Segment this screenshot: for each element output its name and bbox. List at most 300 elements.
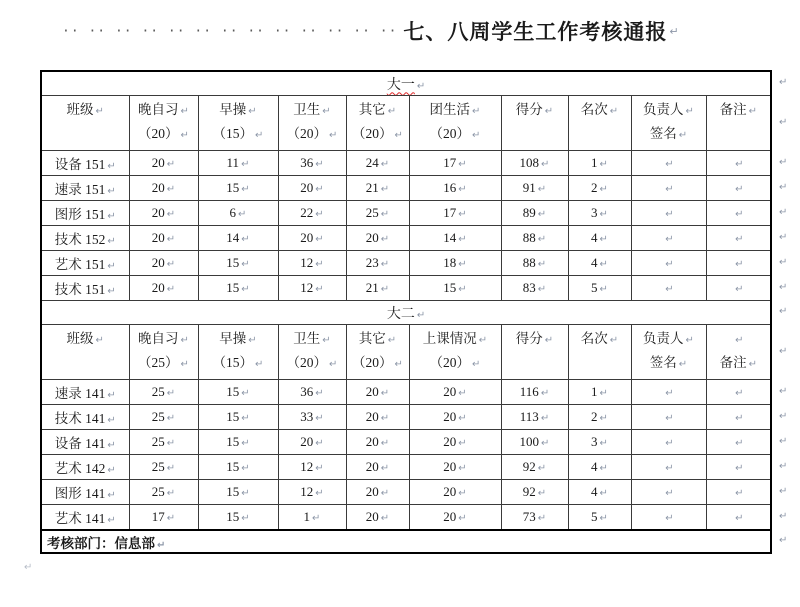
row-end-mark-icon: ↵ [779,511,788,522]
column-header-cell [278,96,346,151]
value-cell: 20 ↵ [409,430,501,455]
value-cell: 17 ↵ [129,505,198,531]
cell-end-mark-icon: ↵ [458,513,467,524]
cell-end-mark-icon: ↵ [180,335,189,346]
value-cell: 20 ↵ [346,505,409,531]
value-cell: 12 ↵ [278,251,346,276]
value-cell: 36 ↵ [278,380,346,405]
cell-end-mark-icon: ↵ [166,209,176,220]
cell-end-mark-icon: ↵ [665,184,674,195]
row-end-mark-icon: ↵ [779,231,788,243]
value-cell [631,201,706,226]
cell-end-mark-icon: ↵ [329,359,338,370]
header-line1: 班级 ↵ [66,102,104,117]
column-header-cell [706,96,771,151]
value-cell: 15 ↵ [198,430,278,455]
value-cell: 15 ↵ [198,505,278,531]
cell-end-mark-icon: ↵ [322,106,331,117]
table-row [41,405,771,430]
cell-end-mark-icon: ↵ [599,234,608,245]
value-cell: 21 ↵ [346,176,409,201]
cell-end-mark-icon: ↵ [166,438,176,449]
value-cell [631,455,706,480]
column-header-cell [41,96,129,151]
cell-end-mark-icon: ↵ [241,234,250,245]
value-cell: 15 ↵ [198,176,278,201]
cell-end-mark-icon: ↵ [541,438,550,449]
cell-end-mark-icon: ↵ [380,488,390,499]
column-header-cell [631,325,706,380]
assessment-table-wrap [40,70,788,554]
row-end-mark-icon: ↵ [779,76,788,88]
value-cell: 20 ↵ [129,276,198,301]
grade-group-row [41,301,771,325]
cell-end-mark-icon: ↵ [537,284,547,295]
table-row [41,455,771,480]
row-end-mark-icon: ↵ [779,460,788,472]
grade-group-label: 大一 [386,77,415,93]
cell-end-mark-icon: ↵ [380,388,390,399]
cell-end-mark-icon: ↵ [665,234,674,245]
value-cell [631,430,706,455]
value-cell: 108 ↵ [501,151,568,176]
cell-end-mark-icon: ↵ [315,488,324,499]
cell-end-mark-icon: ↵ [107,440,116,451]
cell-end-mark-icon: ↵ [665,259,674,270]
value-cell: 24 ↵ [346,151,409,176]
cell-end-mark-icon: ↵ [380,159,390,170]
cell-end-mark-icon: ↵ [380,234,390,245]
class-name-cell: 艺术 142 ↵ [41,455,129,480]
cell-end-mark-icon: ↵ [665,388,674,399]
cell-end-mark-icon: ↵ [315,159,324,170]
cell-end-mark-icon: ↵ [540,388,550,399]
column-header-cell [346,325,409,380]
header-line1: 晚自习 ↵ [138,102,189,117]
table-row [41,505,771,531]
cell-end-mark-icon: ↵ [599,438,608,449]
header-line2: （20） ↵ [286,126,338,141]
value-cell: 20 ↵ [346,455,409,480]
cell-end-mark-icon: ↵ [241,284,250,295]
cell-end-mark-icon: ↵ [241,438,250,449]
cell-end-mark-icon: ↵ [107,286,116,297]
cell-end-mark-icon: ↵ [315,209,324,220]
cell-end-mark-icon: ↵ [458,388,467,399]
value-cell [706,480,771,505]
value-cell: 2 ↵ [568,176,631,201]
value-cell [631,276,706,301]
value-cell: 4 ↵ [568,480,631,505]
column-header-cell [568,325,631,380]
value-cell: 20 ↵ [129,201,198,226]
cell-end-mark-icon: ↵ [665,413,674,424]
assessing-department-row [41,530,771,553]
cell-end-mark-icon: ↵ [458,234,467,245]
cell-end-mark-icon: ↵ [537,259,547,270]
table-body [41,71,771,553]
value-cell: 20 ↵ [278,430,346,455]
cell-end-mark-icon: ↵ [315,284,324,295]
cell-end-mark-icon: ↵ [458,463,467,474]
cell-end-mark-icon: ↵ [107,211,116,222]
cell-end-mark-icon: ↵ [537,184,547,195]
value-cell: 20 ↵ [129,151,198,176]
cell-end-mark-icon: ↵ [541,159,550,170]
cell-end-mark-icon: ↵ [665,438,674,449]
value-cell: 4 ↵ [568,455,631,480]
below-table-paragraph-mark-icon: ↵ [24,562,33,573]
header-line2: （15） ↵ [212,355,264,370]
header-line1: 班级 ↵ [66,331,104,346]
column-header-cell [568,96,631,151]
column-header-cell [501,96,568,151]
cell-end-mark-icon: ↵ [241,388,250,399]
header-line2: 备注 ↵ [719,355,757,370]
value-cell: 15 ↵ [409,276,501,301]
value-cell: 100 ↵ [501,430,568,455]
cell-end-mark-icon: ↵ [735,159,744,170]
value-cell: 20 ↵ [346,380,409,405]
header-line2: 签名 ↵ [649,355,688,370]
class-name-cell: 技术 151 ↵ [41,276,129,301]
value-cell: 17 ↵ [409,151,501,176]
row-end-mark-icon: ↵ [779,345,788,357]
value-cell: 25 ↵ [129,430,198,455]
page-title: 七、八周学生工作考核通报 [403,20,668,44]
value-cell: 15 ↵ [198,480,278,505]
value-cell [631,251,706,276]
class-name-cell: 速录 141 ↵ [41,380,129,405]
row-end-mark-icon: ↵ [779,485,788,497]
cell-end-mark-icon: ↵ [248,106,257,117]
value-cell: 3 ↵ [568,430,631,455]
value-cell: 88 ↵ [501,251,568,276]
cell-end-mark-icon: ↵ [248,335,257,346]
cell-end-mark-icon: ↵ [329,130,338,141]
cell-end-mark-icon: ↵ [238,209,247,220]
document-title-line [62,16,800,46]
header-line2: 签名 ↵ [649,126,688,141]
cell-end-mark-icon: ↵ [472,359,481,370]
header-line1: 团生活 ↵ [429,102,481,117]
assessing-department-cell: 考核部门：信息部 ↵ [41,530,771,553]
row-end-mark-icon: ↵ [779,281,788,293]
cell-end-mark-icon: ↵ [387,106,397,117]
value-cell: 25 ↵ [129,380,198,405]
value-cell: 20 ↵ [278,176,346,201]
value-cell: 73 ↵ [501,505,568,531]
value-cell: 36 ↵ [278,151,346,176]
value-cell: 5 ↵ [568,505,631,531]
cell-end-mark-icon: ↵ [315,438,324,449]
cell-end-mark-icon: ↵ [478,335,488,346]
header-line2: （20） ↵ [352,126,403,141]
cell-end-mark-icon: ↵ [458,209,467,220]
cell-end-mark-icon: ↵ [241,184,250,195]
cell-end-mark-icon: ↵ [166,159,176,170]
value-cell: 89 ↵ [501,201,568,226]
cell-end-mark-icon: ↵ [380,209,390,220]
value-cell: 20 ↵ [346,480,409,505]
value-cell: 88 ↵ [501,226,568,251]
cell-end-mark-icon: ↵ [735,335,744,346]
value-cell: 14 ↵ [198,226,278,251]
table-row [41,276,771,301]
cell-end-mark-icon: ↵ [166,234,176,245]
cell-end-mark-icon: ↵ [180,359,189,370]
value-cell: 12 ↵ [278,480,346,505]
value-cell: 20 ↵ [409,380,501,405]
cell-end-mark-icon: ↵ [315,259,324,270]
value-cell: 16 ↵ [409,176,501,201]
cell-end-mark-icon: ↵ [748,359,757,370]
table-row [41,480,771,505]
row-end-mark-icon: ↵ [779,435,788,447]
cell-end-mark-icon: ↵ [107,390,116,401]
class-name-cell: 艺术 141 ↵ [41,505,129,531]
value-cell: 92 ↵ [501,480,568,505]
cell-end-mark-icon: ↵ [95,335,104,346]
cell-end-mark-icon: ↵ [537,209,547,220]
cell-end-mark-icon: ↵ [107,261,116,272]
class-name-cell: 图形 141 ↵ [41,480,129,505]
column-header-row [41,325,771,380]
cell-end-mark-icon: ↵ [599,259,608,270]
value-cell: 91 ↵ [501,176,568,201]
value-cell [706,430,771,455]
grade-group-label: 大二 [386,306,415,322]
cell-end-mark-icon: ↵ [315,463,324,474]
cell-end-mark-icon: ↵ [599,209,608,220]
cell-end-mark-icon: ↵ [241,463,250,474]
cell-end-mark-icon: ↵ [416,309,426,321]
cell-end-mark-icon: ↵ [685,106,694,117]
value-cell: 20 ↵ [409,505,501,531]
value-cell: 11 ↵ [198,151,278,176]
class-name-cell: 设备 141 ↵ [41,430,129,455]
value-cell: 5 ↵ [568,276,631,301]
cell-end-mark-icon: ↵ [107,415,116,426]
cell-end-mark-icon: ↵ [609,335,619,346]
table-row [41,176,771,201]
value-cell: 20 ↵ [409,405,501,430]
cell-end-mark-icon: ↵ [735,184,744,195]
cell-end-mark-icon: ↵ [458,184,467,195]
class-name-cell: 艺术 151 ↵ [41,251,129,276]
cell-end-mark-icon: ↵ [241,259,250,270]
header-line1: 早操 ↵ [219,331,257,346]
value-cell: 20 ↵ [346,405,409,430]
header-line1: 名次 ↵ [580,331,619,346]
cell-end-mark-icon: ↵ [416,80,426,92]
value-cell: 20 ↵ [278,226,346,251]
cell-end-mark-icon: ↵ [380,463,390,474]
cell-end-mark-icon: ↵ [166,513,176,524]
header-line2: （20） ↵ [138,126,189,141]
cell-end-mark-icon: ↵ [599,184,608,195]
header-line2: （20） ↵ [352,355,403,370]
cell-end-mark-icon: ↵ [166,184,176,195]
value-cell: 12 ↵ [278,276,346,301]
row-end-mark-icon: ↵ [779,306,788,317]
cell-end-mark-icon: ↵ [255,130,264,141]
value-cell [706,405,771,430]
value-cell: 20 ↵ [409,480,501,505]
value-cell: 18 ↵ [409,251,501,276]
value-cell: 15 ↵ [198,455,278,480]
column-header-cell [41,325,129,380]
row-end-mark-icon: ↵ [779,534,788,546]
header-line1: 上课情况 ↵ [422,331,488,346]
cell-end-mark-icon: ↵ [380,284,390,295]
cell-end-mark-icon: ↵ [458,438,467,449]
cell-end-mark-icon: ↵ [166,388,176,399]
value-cell [631,151,706,176]
column-header-cell [409,96,501,151]
cell-end-mark-icon: ↵ [241,159,250,170]
cell-end-mark-icon: ↵ [166,488,176,499]
cell-end-mark-icon: ↵ [315,388,324,399]
cell-end-mark-icon: ↵ [735,234,744,245]
value-cell: 3 ↵ [568,201,631,226]
row-end-mark-icon: ↵ [779,181,788,193]
value-cell: 23 ↵ [346,251,409,276]
class-name-cell: 技术 152 ↵ [41,226,129,251]
cell-end-mark-icon: ↵ [380,513,390,524]
value-cell: 1 ↵ [568,380,631,405]
value-cell [706,251,771,276]
cell-end-mark-icon: ↵ [394,359,403,370]
value-cell [706,201,771,226]
cell-end-mark-icon: ↵ [735,284,744,295]
cell-end-mark-icon: ↵ [599,284,608,295]
value-cell [631,226,706,251]
cell-end-mark-icon: ↵ [255,359,264,370]
cell-end-mark-icon: ↵ [107,161,116,172]
value-cell: 20 ↵ [129,251,198,276]
value-cell: 12 ↵ [278,455,346,480]
class-name-cell: 图形 151 ↵ [41,201,129,226]
value-cell [631,380,706,405]
paragraph-mark-icon: ↵ [669,24,679,38]
row-end-mark-icon: ↵ [779,410,788,422]
cell-end-mark-icon: ↵ [107,236,116,247]
value-cell: 33 ↵ [278,405,346,430]
row-end-mark-icon: ↵ [779,156,788,168]
column-header-cell [198,96,278,151]
cell-end-mark-icon: ↵ [735,438,744,449]
cell-end-mark-icon: ↵ [665,463,674,474]
cell-end-mark-icon: ↵ [166,284,176,295]
value-cell: 15 ↵ [198,276,278,301]
cell-end-mark-icon: ↵ [458,413,467,424]
value-cell: 92 ↵ [501,455,568,480]
cell-end-mark-icon: ↵ [665,209,674,220]
cell-end-mark-icon: ↵ [107,186,116,197]
value-cell: 6 ↵ [198,201,278,226]
cell-end-mark-icon: ↵ [735,413,744,424]
value-cell: 4 ↵ [568,226,631,251]
value-cell: 25 ↵ [129,480,198,505]
value-cell: 20 ↵ [129,226,198,251]
row-end-mark-icon: ↵ [779,206,788,218]
column-header-row [41,96,771,151]
header-line1: 备注 ↵ [719,102,757,117]
table-row [41,201,771,226]
value-cell: 83 ↵ [501,276,568,301]
value-cell: 116 ↵ [501,380,568,405]
cell-end-mark-icon: ↵ [537,234,547,245]
cell-end-mark-icon: ↵ [665,488,674,499]
cell-end-mark-icon: ↵ [748,106,757,117]
cell-end-mark-icon: ↵ [380,438,390,449]
value-cell: 20 ↵ [346,226,409,251]
value-cell [706,226,771,251]
cell-end-mark-icon: ↵ [735,463,744,474]
cell-end-mark-icon: ↵ [544,335,554,346]
header-line1: 得分 ↵ [515,331,554,346]
assessment-table [40,70,772,554]
header-line1 [707,327,771,351]
value-cell: 22 ↵ [278,201,346,226]
cell-end-mark-icon: ↵ [458,488,467,499]
cell-end-mark-icon: ↵ [241,513,250,524]
cell-end-mark-icon: ↵ [544,106,554,117]
value-cell [706,380,771,405]
cell-end-mark-icon: ↵ [609,106,619,117]
value-cell: 25 ↵ [129,405,198,430]
header-line2: （20） ↵ [429,355,481,370]
cell-end-mark-icon: ↵ [180,106,189,117]
cell-end-mark-icon: ↵ [665,284,674,295]
table-row [41,226,771,251]
cell-end-mark-icon: ↵ [735,388,744,399]
cell-end-mark-icon: ↵ [537,513,547,524]
value-cell: 15 ↵ [198,251,278,276]
cell-end-mark-icon: ↵ [380,184,390,195]
cell-end-mark-icon: ↵ [735,513,744,524]
column-header-cell [129,325,198,380]
cell-end-mark-icon: ↵ [599,513,608,524]
class-name-cell: 设备 151 ↵ [41,151,129,176]
value-cell [631,176,706,201]
value-cell: 17 ↵ [409,201,501,226]
cell-end-mark-icon: ↵ [537,463,547,474]
cell-end-mark-icon: ↵ [315,234,324,245]
cell-end-mark-icon: ↵ [540,413,550,424]
header-line1: 负责人 ↵ [643,331,694,346]
cell-end-mark-icon: ↵ [599,413,608,424]
value-cell [706,505,771,531]
cell-end-mark-icon: ↵ [394,130,403,141]
header-line1: 得分 ↵ [515,102,554,117]
header-line1: 卫生 ↵ [293,102,331,117]
row-end-mark-icon: ↵ [779,116,788,128]
header-line2: （25） ↵ [138,355,189,370]
cell-end-mark-icon: ↵ [107,490,116,501]
cell-end-mark-icon: ↵ [166,463,176,474]
cell-end-mark-icon: ↵ [735,259,744,270]
header-line1: 晚自习 ↵ [138,331,189,346]
header-line2: （20） ↵ [286,355,338,370]
table-row [41,251,771,276]
row-end-mark-icon: ↵ [779,385,788,397]
value-cell: 20 ↵ [409,455,501,480]
header-line1: 名次 ↵ [580,102,619,117]
cell-end-mark-icon: ↵ [472,130,481,141]
value-cell: 25 ↵ [346,201,409,226]
